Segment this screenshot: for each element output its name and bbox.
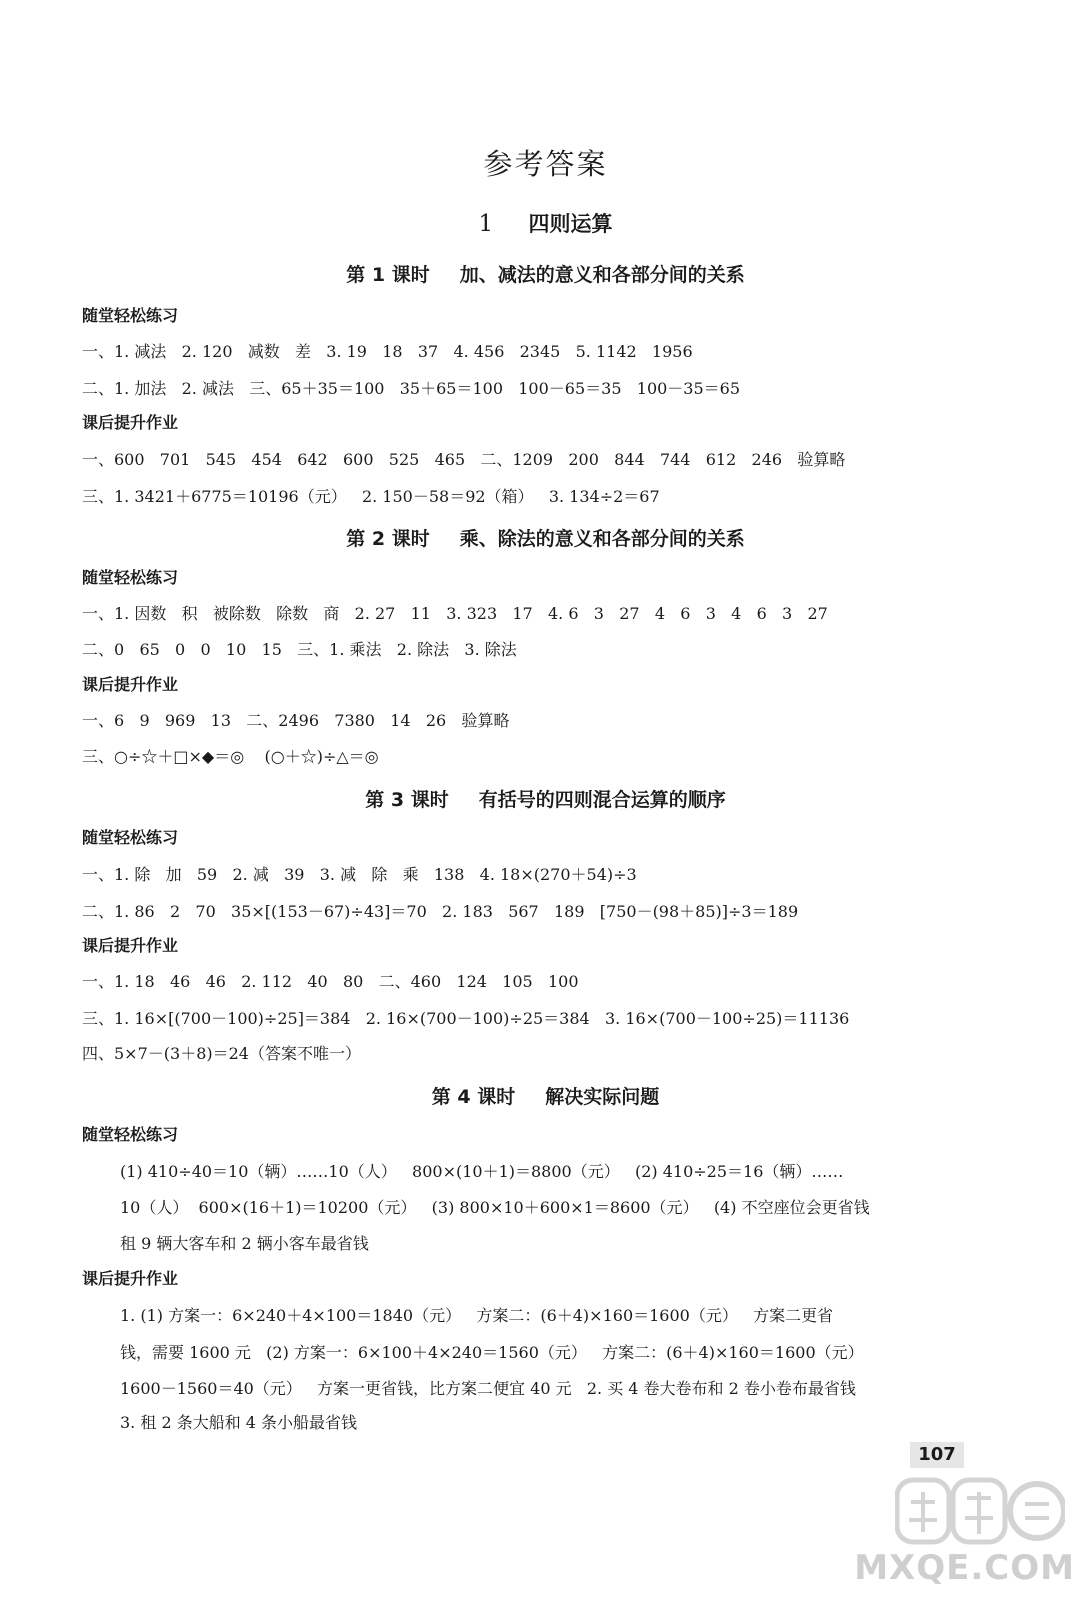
chapter-number: 1 [478, 211, 494, 237]
answer-line: (1) 410÷40＝10（辆）……10（人） 800×(10＋1)＝8800（元） (2) 410÷25＝16（辆）…… [120, 1162, 844, 1181]
answer-line: 10（人） 600×(16＋1)＝10200（元） (3) 800×10＋600×1＝8600（元） (4) 不空座位会更省钱 [120, 1198, 870, 1217]
watermark-site: MXQE.COM [854, 1548, 1075, 1588]
lesson-heading [0, 524, 1091, 551]
answer-line: 钱，需要 1600 元 (2) 方案一：6×100＋4×240＝1560（元） 方案二：(6＋4)×160＝1600（元） [120, 1343, 864, 1362]
section-heading: 课后提升作业 [82, 675, 179, 694]
lesson-name: 解决实际问题 [545, 1086, 660, 1108]
page-title: 参考答案 [483, 147, 608, 181]
chapter-heading [0, 208, 1091, 238]
lesson-label: 第 3 课时 [365, 789, 449, 811]
lesson-label: 第 2 课时 [346, 528, 430, 550]
answer-line: 1. (1) 方案一：6×240＋4×100＝1840（元） 方案二：(6＋4)×160＝1600（元） 方案二更省 [120, 1306, 834, 1325]
section-heading: 随堂轻松练习 [82, 306, 179, 325]
section-heading: 课后提升作业 [82, 936, 179, 955]
section-heading: 课后提升作业 [82, 413, 179, 432]
lesson-heading [0, 785, 1091, 812]
lesson-name: 有括号的四则混合运算的顺序 [478, 789, 726, 811]
lesson-heading [0, 1082, 1091, 1109]
section-heading: 随堂轻松练习 [82, 1125, 179, 1144]
answer-line: 二、1. 86 2 70 35×[(153－67)÷43]＝70 2. 183 567 189 [750－(98＋85)]÷3＝189 [82, 902, 799, 921]
section-heading: 课后提升作业 [82, 1269, 179, 1288]
answer-line: 一、1. 因数 积 被除数 除数 商 2. 27 11 3. 323 17 4. 6 3 27 4 6 3 4 6 3 27 [82, 604, 828, 623]
lesson-name: 加、减法的意义和各部分间的关系 [459, 264, 745, 286]
answer-line: 二、1. 加法 2. 减法 三、65＋35＝100 35＋65＝100 100－65＝35 100－35＝65 [82, 379, 741, 398]
lesson-heading [0, 260, 1091, 287]
chapter-name: 四则运算 [528, 211, 613, 236]
answer-line: 三、○÷☆＋□×◆＝◎ (○＋☆)÷△＝◎ [82, 747, 379, 766]
answer-line: 四、5×7－(3＋8)＝24（答案不唯一） [82, 1044, 361, 1063]
watermark-logo [895, 1474, 1065, 1548]
page-number: 107 [910, 1442, 964, 1468]
answer-line: 三、1. 16×[(700－100)÷25]＝384 2. 16×(700－100)÷25＝384 3. 16×(700－100÷25)＝11136 [82, 1009, 850, 1028]
lesson-name: 乘、除法的意义和各部分间的关系 [459, 528, 745, 550]
answer-line: 一、1. 减法 2. 120 减数 差 3. 19 18 37 4. 456 2345 5. 1142 1956 [82, 342, 693, 361]
lesson-label: 第 1 课时 [346, 264, 430, 286]
answer-line: 租 9 辆大客车和 2 辆小客车最省钱 [120, 1234, 369, 1253]
answer-line: 一、6 9 969 13 二、2496 7380 14 26 验算略 [82, 711, 510, 730]
section-heading: 随堂轻松练习 [82, 828, 179, 847]
answer-line: 一、600 701 545 454 642 600 525 465 二、1209 200 844 744 612 246 验算略 [82, 450, 846, 469]
answer-line: 一、1. 18 46 46 2. 112 40 80 二、460 124 105 100 [82, 972, 579, 991]
answer-line: 三、1. 3421＋6775＝10196（元） 2. 150－58＝92（箱） 3. 134÷2＝67 [82, 487, 660, 506]
lesson-label: 第 4 课时 [431, 1086, 516, 1108]
answer-line: 1600－1560＝40（元） 方案一更省钱，比方案二便宜 40 元 2. 买 4 卷大卷布和 2 卷小卷布最省钱 [120, 1379, 856, 1398]
answer-line: 3. 租 2 条大船和 4 条小船最省钱 [120, 1413, 358, 1432]
answer-line: 二、0 65 0 0 10 15 三、1. 乘法 2. 除法 3. 除法 [82, 640, 517, 659]
answer-line: 一、1. 除 加 59 2. 减 39 3. 减 除 乘 138 4. 18×(270＋54)÷3 [82, 865, 637, 884]
section-heading: 随堂轻松练习 [82, 568, 179, 587]
